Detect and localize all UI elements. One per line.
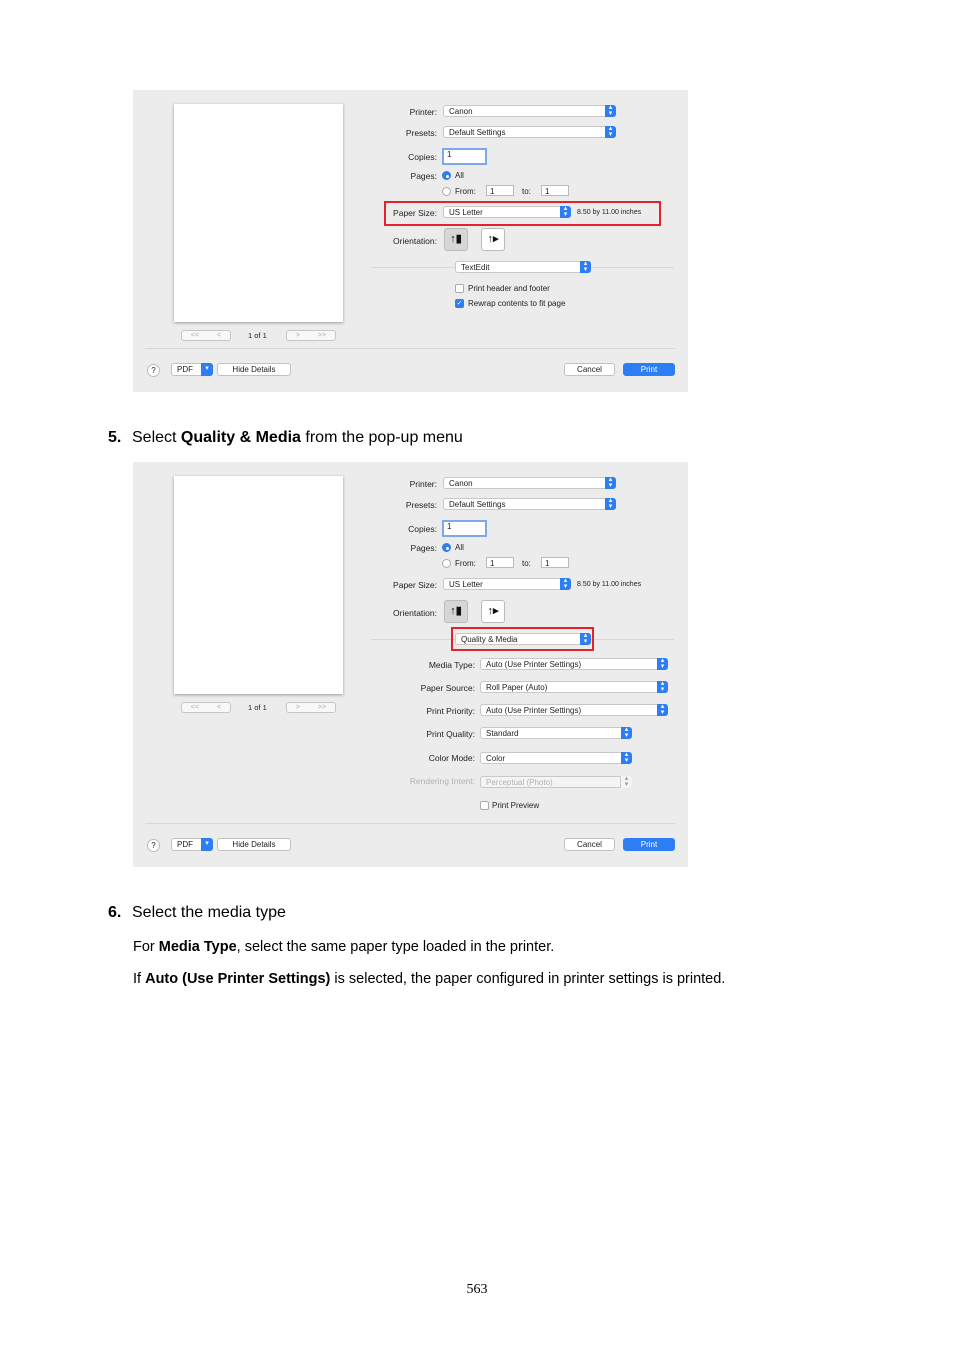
pdf-label: PDF (177, 365, 193, 374)
print-dialog-screenshot-2 (133, 462, 688, 867)
media-type-select[interactable] (480, 658, 668, 670)
pages-all-radio[interactable] (442, 171, 451, 180)
page-count: 1 of 1 (248, 703, 267, 712)
rewrap-label: Rewrap contents to fit page (468, 299, 566, 308)
copies-label: Copies: (408, 524, 437, 534)
landscape-orientation-icon[interactable]: ↑▸ (481, 600, 505, 623)
next-page-icon[interactable]: > (295, 332, 301, 339)
select-arrows-icon: ▴ ▾ (580, 261, 591, 273)
step-number: 5. (108, 429, 122, 446)
page-count: 1 of 1 (248, 331, 267, 340)
page-number: 563 (466, 1282, 488, 1297)
select-arrows-icon: ▴ ▾ (657, 681, 668, 693)
media-type-label: Media Type: (428, 660, 475, 670)
pdf-button[interactable] (171, 838, 213, 851)
pager-next-group[interactable] (286, 330, 336, 341)
print-button[interactable]: Print (623, 363, 675, 376)
para-text: is selected, the paper configured in printer settings is printed. (330, 971, 726, 987)
cancel-button[interactable]: Cancel (564, 363, 615, 376)
rendering-intent-label: Rendering Intent: (409, 776, 475, 786)
para-emphasis: Auto (Use Printer Settings) (145, 971, 331, 987)
presets-select[interactable] (443, 126, 616, 138)
rewrap-checkbox[interactable]: ✓ (456, 300, 463, 307)
step-text: from the pop-up menu (300, 429, 463, 446)
portrait-orientation-icon[interactable]: ↑▮ (444, 600, 468, 623)
cancel-button[interactable]: Cancel (564, 838, 615, 851)
print-preview-checkbox[interactable] (480, 801, 489, 810)
pdf-label: PDF (177, 840, 193, 849)
paper-source-select[interactable] (480, 681, 668, 693)
hide-details-button[interactable]: Hide Details (217, 838, 291, 851)
page-preview (174, 476, 343, 694)
print-dialog-screenshot-1 (133, 90, 688, 392)
pages-all-label: All (455, 171, 464, 180)
printer-select[interactable] (443, 477, 616, 489)
copies-input[interactable]: 1 (442, 520, 487, 537)
step-text: Select (132, 429, 181, 446)
first-page-icon[interactable]: << (190, 704, 200, 711)
hide-details-button[interactable]: Hide Details (217, 363, 291, 376)
paragraph-auto-setting (133, 971, 725, 987)
pager-prev-group[interactable] (181, 702, 231, 713)
print-header-footer-label: Print header and footer (468, 284, 550, 293)
printer-select[interactable] (443, 105, 616, 117)
first-page-icon[interactable]: << (190, 332, 200, 339)
select-arrows-icon: ▴ ▾ (605, 477, 616, 489)
from-input[interactable]: 1 (486, 185, 514, 196)
print-button[interactable]: Print (623, 838, 675, 851)
presets-value: Default Settings (449, 128, 506, 137)
step-emphasis: Quality & Media (180, 429, 301, 446)
app-menu-value: TextEdit (461, 263, 490, 272)
help-button[interactable]: ? (147, 839, 160, 852)
select-arrows-icon: ▴ ▾ (605, 498, 616, 510)
to-label: to: (522, 187, 531, 196)
pdf-button[interactable] (171, 363, 213, 376)
select-arrows-icon: ▴ ▾ (657, 658, 668, 670)
select-arrows-icon: ▴ ▾ (580, 633, 591, 645)
printer-value: Canon (449, 107, 473, 116)
pages-all-label: All (455, 543, 464, 552)
prev-page-icon[interactable]: < (216, 332, 222, 339)
print-quality-label: Print Quality: (426, 729, 475, 739)
landscape-orientation-icon[interactable]: ↑▸ (481, 228, 505, 251)
step-number: 6. (108, 904, 122, 921)
media-type-value: Auto (Use Printer Settings) (486, 660, 582, 669)
para-emphasis: Media Type (158, 939, 237, 955)
select-arrows-icon: ▴ ▾ (605, 126, 616, 138)
select-arrows-icon: ▴ ▾ (560, 578, 571, 590)
rendering-intent-value: Perceptual (Photo) (486, 778, 553, 787)
divider (145, 348, 676, 349)
print-quality-select[interactable] (480, 727, 632, 739)
pages-label: Pages: (410, 543, 437, 553)
print-preview-label: Print Preview (492, 801, 540, 810)
from-label: From: (455, 187, 476, 196)
presets-label: Presets: (405, 128, 437, 138)
presets-label: Presets: (405, 500, 437, 510)
quality-media-menu[interactable] (455, 633, 591, 645)
portrait-orientation-icon[interactable]: ↑▮ (444, 228, 468, 251)
from-label: From: (455, 559, 476, 568)
chevron-down-icon: ▾ (201, 363, 213, 376)
orientation-label: Orientation: (393, 608, 437, 618)
copies-label: Copies: (408, 152, 437, 162)
para-text: , select the same paper type loaded in the printer. (236, 939, 555, 955)
pager-prev-group[interactable] (181, 330, 231, 341)
step-text: Select the media type (132, 904, 286, 921)
presets-select[interactable] (443, 498, 616, 510)
printer-value: Canon (449, 479, 473, 488)
help-button[interactable]: ? (147, 364, 160, 377)
pages-all-radio[interactable] (442, 543, 451, 552)
paper-size-select[interactable] (443, 206, 571, 218)
color-mode-label: Color Mode: (428, 753, 475, 763)
paper-dimensions: 8.50 by 11.00 inches (577, 581, 642, 588)
color-mode-value: Color (486, 754, 506, 763)
menu-value: Quality & Media (461, 635, 518, 644)
paper-size-select[interactable] (443, 578, 571, 590)
printer-label: Printer: (409, 107, 437, 117)
chevron-down-icon: ▾ (201, 838, 213, 851)
orientation-label: Orientation: (393, 236, 437, 246)
paper-size-value: US Letter (449, 580, 483, 589)
print-priority-label: Print Priority: (426, 706, 475, 716)
presets-value: Default Settings (449, 500, 506, 509)
printer-label: Printer: (409, 479, 437, 489)
next-page-icon[interactable]: > (295, 704, 301, 711)
page-preview (174, 104, 343, 322)
step-5 (108, 429, 463, 447)
to-input[interactable]: 1 (541, 185, 569, 196)
last-page-icon[interactable]: >> (317, 332, 327, 339)
paper-size-value: US Letter (449, 208, 483, 217)
print-priority-value: Auto (Use Printer Settings) (486, 706, 582, 715)
paper-size-label: Paper Size: (393, 208, 437, 218)
color-mode-select[interactable] (480, 752, 632, 764)
copies-input[interactable]: 1 (442, 148, 487, 165)
pages-from-radio[interactable] (442, 187, 451, 196)
rendering-intent-select (480, 776, 632, 788)
print-priority-select[interactable] (480, 704, 668, 716)
from-input[interactable]: 1 (486, 557, 514, 568)
divider (145, 823, 676, 824)
select-arrows-icon: ▴ ▾ (621, 727, 632, 739)
print-quality-value: Standard (486, 729, 519, 738)
paper-source-label: Paper Source: (420, 683, 475, 693)
para-text: For (133, 939, 159, 955)
select-arrows-icon: ▴ ▾ (620, 776, 632, 788)
app-settings-menu[interactable] (455, 261, 591, 273)
prev-page-icon[interactable]: < (216, 704, 222, 711)
step-6 (108, 904, 286, 922)
para-text: If (133, 971, 146, 987)
pages-label: Pages: (410, 171, 437, 181)
to-input[interactable]: 1 (541, 557, 569, 568)
paper-size-label: Paper Size: (393, 580, 437, 590)
paragraph-media-type (133, 939, 554, 955)
select-arrows-icon: ▴ ▾ (657, 704, 668, 716)
paper-dimensions: 8.50 by 11.00 inches (577, 209, 642, 216)
last-page-icon[interactable]: >> (317, 704, 327, 711)
pages-from-radio[interactable] (442, 559, 451, 568)
print-header-footer-checkbox[interactable] (455, 284, 464, 293)
select-arrows-icon: ▴ ▾ (605, 105, 616, 117)
pager-next-group[interactable] (286, 702, 336, 713)
select-arrows-icon: ▴ ▾ (621, 752, 632, 764)
paper-source-value: Roll Paper (Auto) (486, 683, 548, 692)
to-label: to: (522, 559, 531, 568)
select-arrows-icon: ▴ ▾ (560, 206, 571, 218)
